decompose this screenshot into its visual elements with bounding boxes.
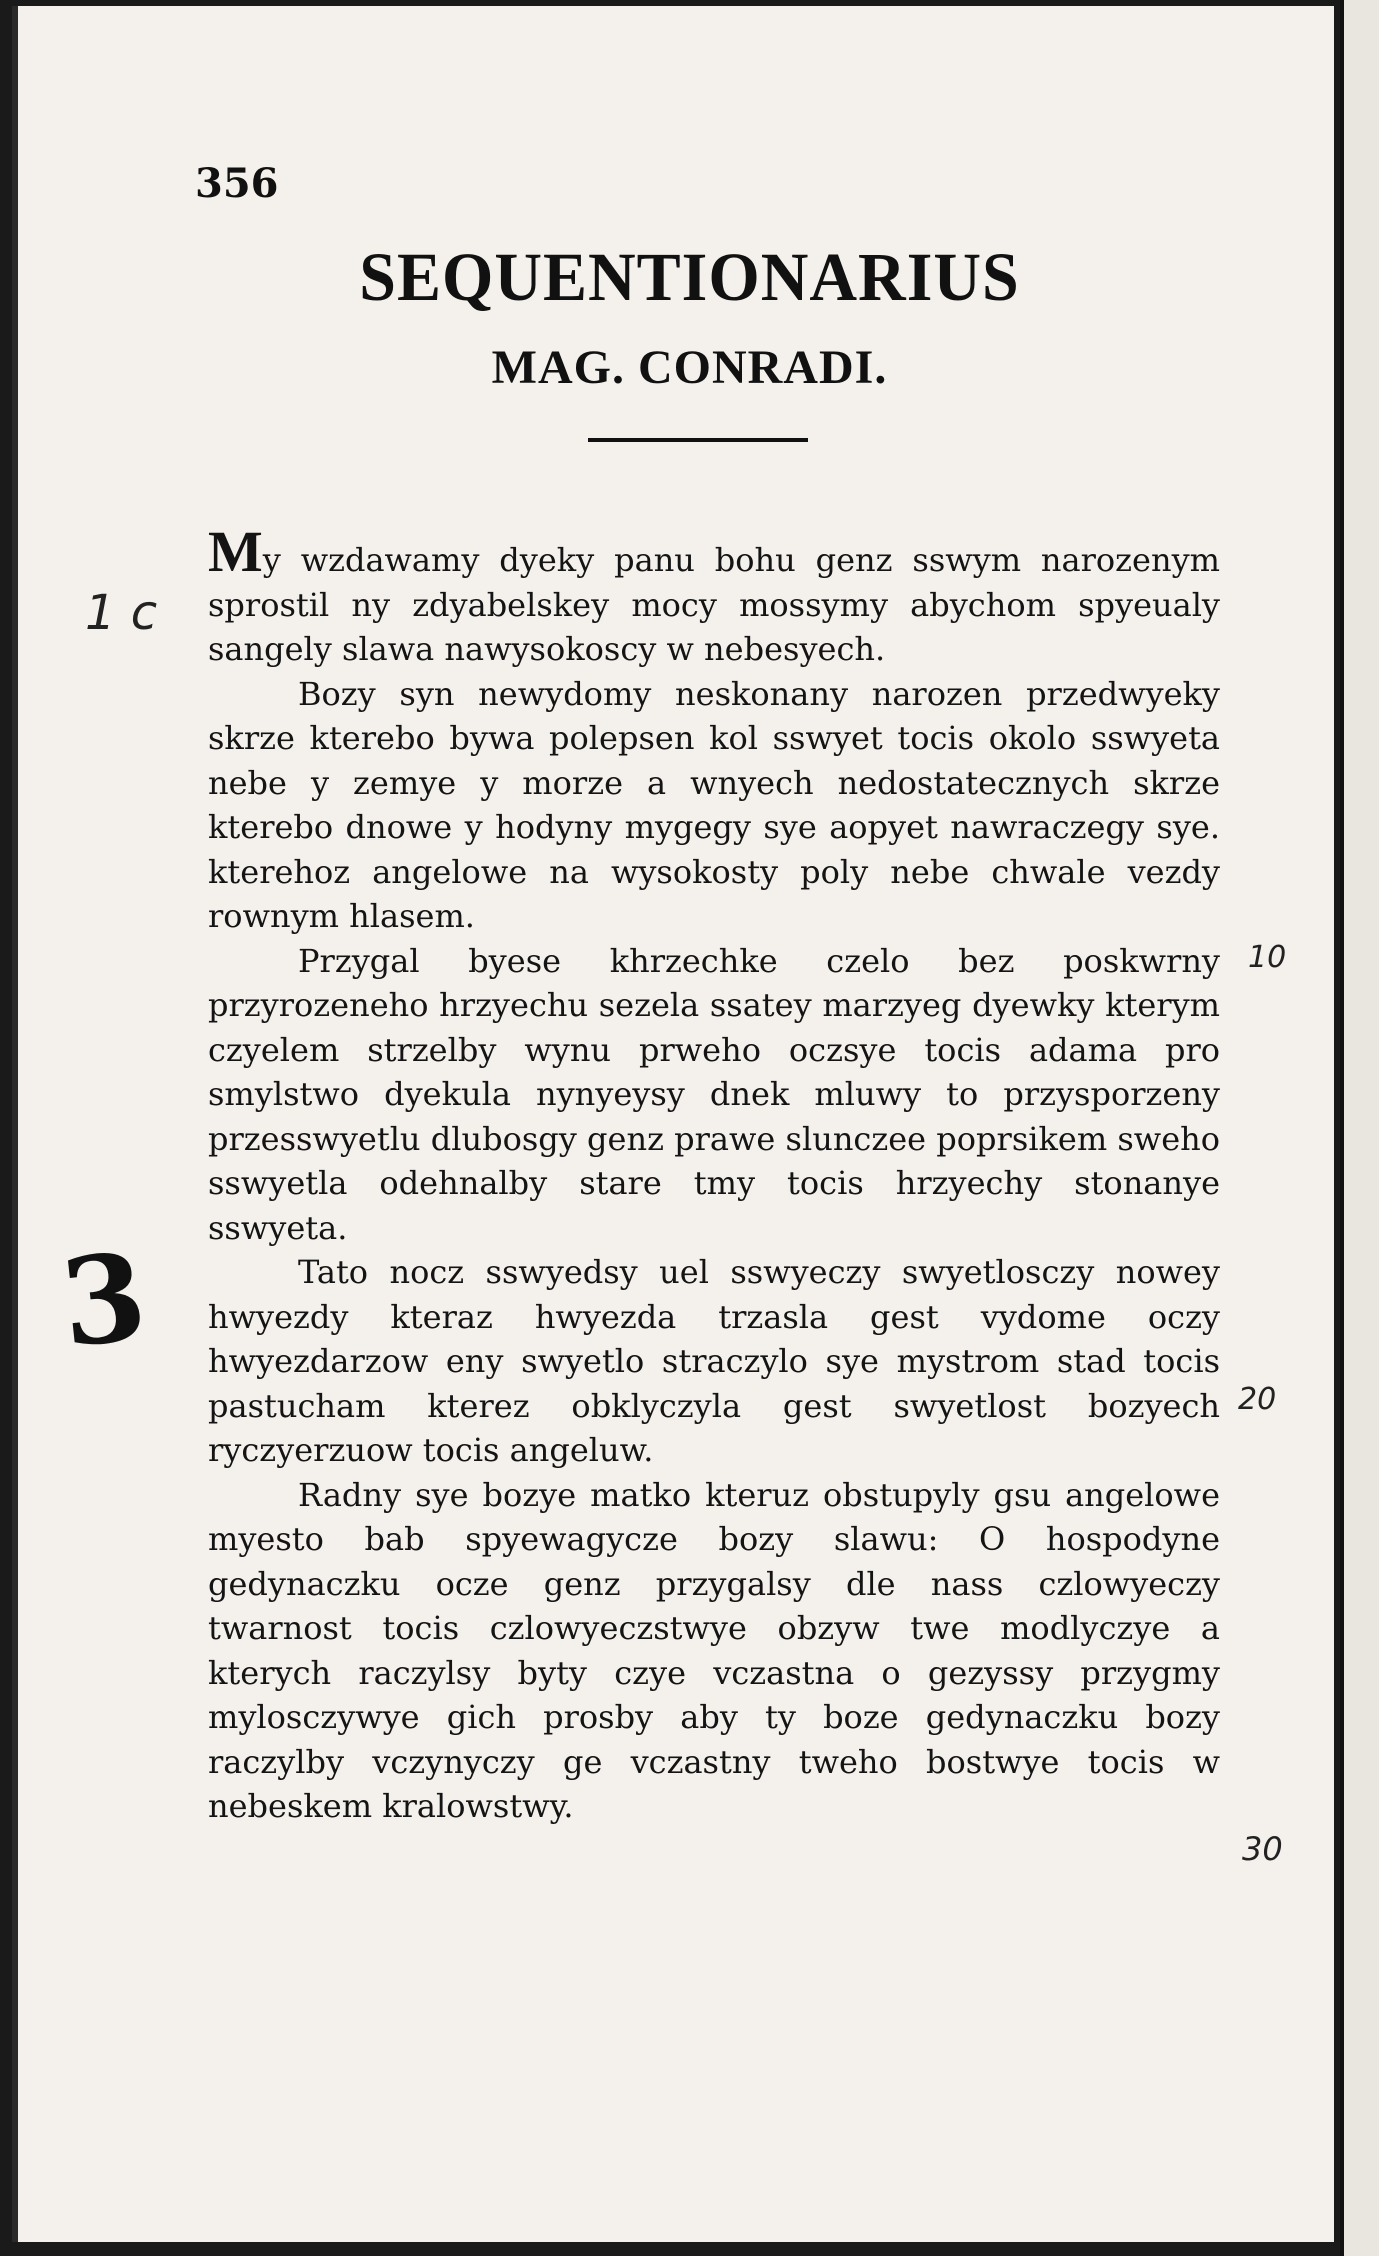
paragraph: Przygal byese khrzechke czelo bez poskwrny przyrozeneho hrzyechu sezela ssatey marzyeg dyewky kterym czyelem strzelby wynu prweho oczsye tocis adama pro smylstwo dyekula nynyeysy dnek mluwy to przysporzeny przesswyetlu dlubosgy genz prawe slunczee poprsikem sweho sswyetla odehnalby stare tmy tocis hrzyechy stonanye sswyeta. xyxy=(208,941,1220,1247)
margin-line-number-20: 20 xyxy=(1238,1382,1277,1417)
paragraph: Bozy syn newydomy neskonany narozen przedwyeky skrze kterebo bywa polepsen kol sswyet tocis okolo sswyeta nebe y zemye y morze a wnyech nedostatecznych skrze kterebo dnowe y hodyny mygegy sye aopyet nawraczegy sye. kterehoz angelowe na wysokosty poly nebe chwale vezdy rownym hlasem. xyxy=(208,674,1220,935)
adjacent-page-edge xyxy=(1340,0,1379,2256)
paragraph-text: y wzdawamy dyeky panu bohu genz sswym narozenym sprostil ny zdyabelskey mocy mossymy abychom spyeualy sangely slawa nawysokoscy w nebesyech. xyxy=(208,541,1220,668)
paragraph xyxy=(208,519,1220,672)
page-title: SEQUENTIONARIUS xyxy=(359,239,1020,316)
margin-line-number-30: 30 xyxy=(1242,1830,1283,1868)
page-subtitle: MAG. CONRADI. xyxy=(491,341,888,394)
paragraph: Tato nocz sswyedsy uel sswyeczy swyetlosczy nowey hwyezdy kteraz hwyezda trzasla gest vydome oczy hwyezdarzow eny swyetlo straczylo sye mystrom stad tocis pastucham kterez obklyczyla gest swyetlost bozyech ryczyerzuow tocis angeluw. xyxy=(208,1253,1220,1469)
drop-cap: M xyxy=(208,519,263,584)
text-body xyxy=(208,519,1220,1829)
paragraph: Radny sye bozye matko kteruz obstupyly gsu angelowe myesto bab spyewagycze bozy slawu: O hospodyne gedynaczku ocze genz przygalsy dle nass czlowyeczy twarnost tocis czlowyeczstwye obzyw twe modlyczye a kterych raczylsy byty czye vczastna o gezyssy przygmy mylosczywye gich prosby aby ty boze gedynaczku bozy raczylby vczynyczy ge vczastny tweho bostwye tocis w nebeskem kralowstwy. xyxy=(208,1475,1220,1825)
page-number: 356 xyxy=(195,160,279,207)
title-divider xyxy=(588,438,808,442)
margin-note-1c: 1 c xyxy=(85,585,158,641)
margin-line-number-10: 10 xyxy=(1248,940,1287,975)
margin-note-3: 3 xyxy=(54,1226,153,1375)
